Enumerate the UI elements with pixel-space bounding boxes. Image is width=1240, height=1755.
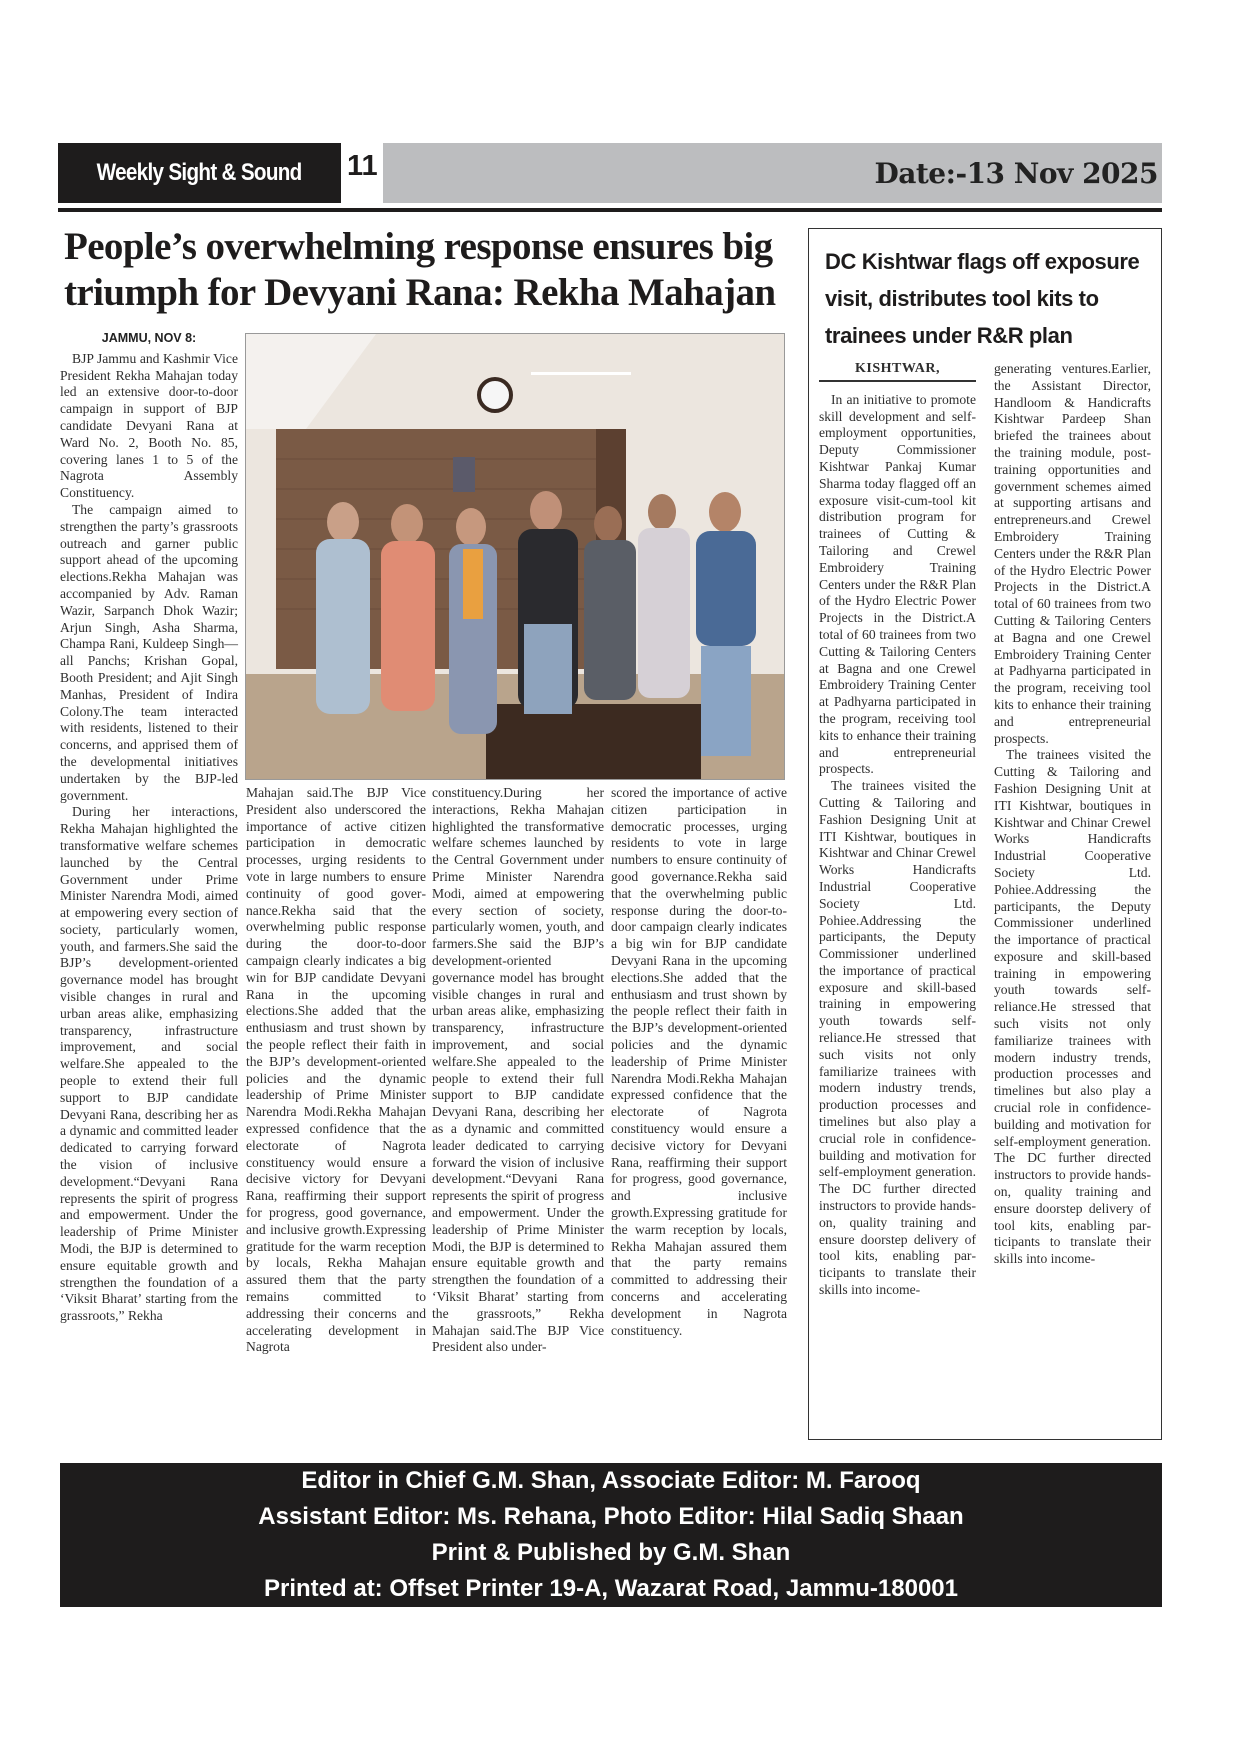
paragraph: The trainees visited the Cutting & Tailoring and Fashion Designing Unit at ITI Kishtwar, boutiques in Kishtwar and Chinar Crewel Works Handicrafts Industrial Cooperative Society Ltd. Pohiee.Addressing the participants, the Deputy Commissioner underlined the importance of practical exposure and skill-based training in empowering youth towards self-reliance.He stressed that such visits not only familiarize trainees with modern industry trends, production processes and timelines but also play a crucial role in confidence-building and motivation for self-employment generation. The DC further directed instructors to provide hands-on, quality training and ensure doorstep delivery of tool kits, enabling participants to translate their skills into income- [819,778,976,1298]
imprint-publisher: Print & Published by G.M. Shan [431,1539,791,1566]
paragraph: BJP Jammu and Kashmir Vice President Rekha Mahajan today led an extensive door-to-door campaign in support of BJP candidate Devyani Rana at Ward No. 2, Booth No. 85, covering lanes 1 to 5 of the Nagrota Assembly Constituency. [60,350,238,501]
imprint-footer [60,1463,1162,1607]
masthead-logo-box [58,143,341,203]
paragraph: scored the importance of active citizen participation in democratic processes, urging residents to vote in large numbers to ensure continuity of good governance.Rekha said that the overwhelming public response during the door-to-door campaign clearly indicates a big win for BJP candidate Devyani Rana in the upcoming elections.She added that the enthusiasm and trust shown by the people reflect their faith in the BJP’s development-oriented policies and the dynamic leadership of Prime Minister Narendra Modi.Rekha Mahajan expressed confidence that the electorate of Nagrota constituency would ensure a decisive victory for Devyani Rana, reaffirming their support for progress, good governance, and inclusive growth.Expressing gratitude for the warm reception by locals, Rekha Mahajan assured them that the party remains committed to addressing their concerns and accelerating development in Nagrota constituency. [611,785,787,1338]
side-headline: DC Kishtwar flags off exposure visit, distributes tool kits to trainees under R&R plan [825,249,1140,348]
main-article-column-1 [60,330,238,1325]
paragraph: In an initiative to promote skill development and self-employment opportunities, Deputy Commissioner Kishtwar Pankaj Kumar Sharma today flagged off an exposure visit-cum-tool kit distribution program for trainees of Cutting & Tailoring and Crewel Embroidery Training Centers under the R&R Plan of the Hydro Electric Power Projects in the District.A total of 60 trainees from two Cutting & Tailoring Centers at Bagna and one Crewel Embroidery Training Center at Padhyarna participated in the program, receiving tool kits to enhance their training and entrepreneurial prospects. [819,391,976,777]
side-article-column-1 [819,361,976,1299]
main-headline: People’s overwhelming response ensures big triumph for Devyani Rana: Rekha Mahajan [64,225,776,314]
side-article-column-2 [994,361,1151,1268]
imprint-assistant-editors: Assistant Editor: Ms. Rehana, Photo Editor: Hilal Sadiq Shaan [258,1503,964,1530]
article-photo [245,333,785,780]
paragraph: The campaign aimed to strengthen the party’s grassroots outreach and garner public support ahead of the upcoming elections.Rekha Mahajan was accompanied by Adv. Raman Wazir, Sarpanch Dhok Wazir; Arjun Singh, Asha Sharma, Champa Rani, Kuldeep Singh—all Panchs; Krishan Gopal, Booth President; and Ajit Singh Manhas, President of Indira Colony.The team interacted with residents, listened to their concerns, and apprised them of the developmental initiatives undertaken by the BJP-led government. [60,501,238,803]
paragraph: Mahajan said.The BJP Vice President also underscored the importance of active citizen participation in democratic processes, urging residents to vote in large numbers to ensure continuity of good governance.Rekha said that the overwhelming public response during the door-to-door campaign clearly indicates a big win for BJP candidate Devyani Rana in the upcoming elections.She added that the enthusiasm and trust shown by the people reflect their faith in the BJP’s development-oriented policies and the dynamic leadership of Prime Minister Narendra Modi.Rekha Mahajan expressed confidence that the electorate of Nagrota constituency would ensure a decisive victory for Devyani Rana, reaffirming their support for progress, good governance, and inclusive growth.Expressing gratitude for the warm reception by locals, Rekha Mahajan assured them that the party remains committed to addressing their concerns and accelerating development in Nagrota [246,785,426,1355]
imprint-editors: Editor in Chief G.M. Shan, Associate Editor: M. Farooq [301,1467,921,1494]
publication-title: Weekly Sight & Sound [97,159,302,186]
paragraph: During her interactions, Rekha Mahajan highlighted the transformative welfare schemes launched by the Central Government under Prime Minister Narendra Modi, aimed at empowering every section of society, particularly women, youth, and farmers.She said the BJP’s development-oriented governance model has brought visible changes in rural and urban areas alike, emphasizing transparency, infrastructure improvement, and social welfare.She appealed to the people to extend their full support to BJP candidate Devyani Rana, describing her as a dynamic and committed leader dedicated to carrying forward the vision of inclusive development.“Devyani Rana represents the spirit of progress and empowerment. Under the leadership of Prime Minister Modi, the BJP is determined to ensure equitable growth and strengthen the foundation of a ‘Viksit Bharat’ starting from the grassroots,” Rekha [60,804,238,1324]
imprint-printer: Printed at: Offset Printer 19-A, Wazarat Road, Jammu-180001 [264,1575,958,1602]
main-article-column-2 [246,785,426,1356]
issue-date: Date:-13 Nov 2025 [874,156,1158,190]
side-article-box [808,228,1162,1440]
side-dateline: KISHTWAR, [819,361,976,382]
group-photo-illustration [246,334,785,780]
paragraph: generating ventures.Earlier, the Assistant Director, Handloom & Handicrafts Kishtwar Pardeep Shan briefed the trainees about the training module, post-training opportunities and government schemes aimed at supporting artisans and entrepreneurs.and Crewel Embroidery Training Centers under the R&R Plan of the Hydro Electric Power Projects in the District.A total of 60 trainees from two Cutting & Tailoring Centers at Bagna and one Crewel Embroidery Training Center at Padhyarna participated in the program, receiving tool kits to enhance their training and entrepreneurial prospects. [994,361,1151,746]
main-article-column-3 [432,785,604,1356]
date-bar [383,143,1162,203]
main-dateline: JAMMU, NOV 8: [101,331,197,345]
paragraph: constituency.During her interactions, Rekha Mahajan highlighted the transformative welfare schemes launched by the Central Government under Prime Minister Narendra Modi, aimed at empowering every section of society, particularly women, youth, and farmers.She said the BJP’s development-oriented governance model has brought visible changes in rural and urban areas alike, emphasizing transparency, infrastructure improvement, and social welfare.She appealed to the people to extend their full support to BJP candidate Devyani Rana, describing her as a dynamic and committed leader dedicated to carrying forward the vision of inclusive development.“Devyani Rana represents the spirit of progress and empowerment. Under the leadership of Prime Minister Modi, the BJP is determined to ensure equitable growth and strengthen the foundation of a ‘Viksit Bharat’ starting from the grassroots,” Rekha Mahajan said.The BJP Vice President also under- [432,785,604,1355]
paragraph: The trainees visited the Cutting & Tailoring and Fashion Designing Unit at ITI Kishtwar, boutiques in Kishtwar and Chinar Crewel Works Handicrafts Industrial Cooperative Society Ltd. Pohiee.Addressing the participants, the Deputy Commissioner underlined the importance of practical exposure and skill-based training in empowering youth towards self-reliance.He stressed that such visits not only familiarize trainees with modern industry trends, production processes and timelines but also play a crucial role in confidence-building and motivation for self-employment generation. The DC further directed instructors to provide hands-on, quality training and ensure doorstep delivery of tool kits, enabling participants to translate their skills into income- [994,747,1151,1267]
main-article-column-4 [611,785,787,1339]
header-rule [58,208,1162,212]
page-number: 11 [347,150,378,182]
